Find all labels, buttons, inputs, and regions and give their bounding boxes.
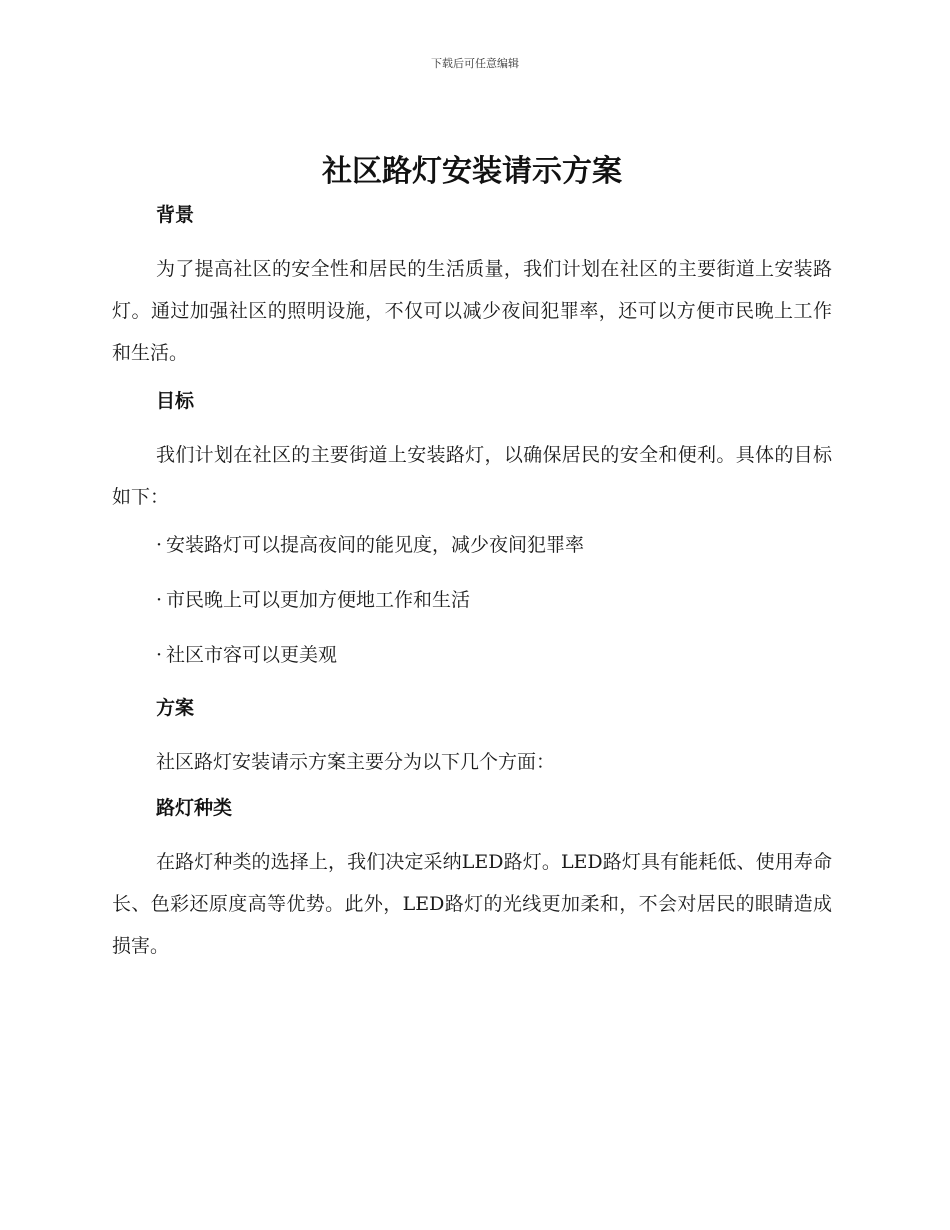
section-heading-goal: 目标 — [156, 390, 195, 412]
goal-bullet-text: 安装路灯可以提高夜间的能见度，减少夜间犯罪率 — [166, 534, 585, 556]
document-title: 社区路灯安装请示方案 — [322, 154, 622, 189]
bullet-dot: · — [156, 589, 163, 611]
bullet-dot: · — [156, 644, 163, 666]
document-body — [112, 150, 832, 979]
header-note: 下载后可任意编辑 — [431, 57, 519, 70]
bullet-dot: · — [156, 534, 163, 556]
plan-paragraph: 社区路灯安装请示方案主要分为以下几个方面： — [156, 751, 556, 773]
goal-bullet-item — [112, 530, 832, 560]
goal-bullet-text: 社区市容可以更美观 — [166, 644, 338, 666]
goal-bullet-item — [112, 640, 832, 670]
section-heading-lamp-type: 路灯种类 — [156, 797, 233, 819]
lamp-type-paragraph: 在路灯种类的选择上，我们决定采纳LED路灯。LED路灯具有能耗低、使用寿命长、色彩还原度高等优势。此外，LED路灯的光线更加柔和，不会对居民的眼睛造成损害。 — [112, 851, 832, 957]
goal-bullet-item — [112, 585, 832, 615]
section-heading-plan: 方案 — [156, 697, 195, 719]
section-heading-background: 背景 — [156, 204, 195, 226]
goal-bullet-text: 市民晚上可以更加方便地工作和生活 — [166, 589, 471, 611]
goal-paragraph: 我们计划在社区的主要街道上安装路灯，以确保居民的安全和便利。具体的目标如下： — [112, 444, 832, 508]
background-paragraph: 为了提高社区的安全性和居民的生活质量，我们计划在社区的主要街道上安装路灯。通过加强社区的照明设施，不仅可以减少夜间犯罪率，还可以方便市民晚上工作和生活。 — [112, 258, 832, 364]
